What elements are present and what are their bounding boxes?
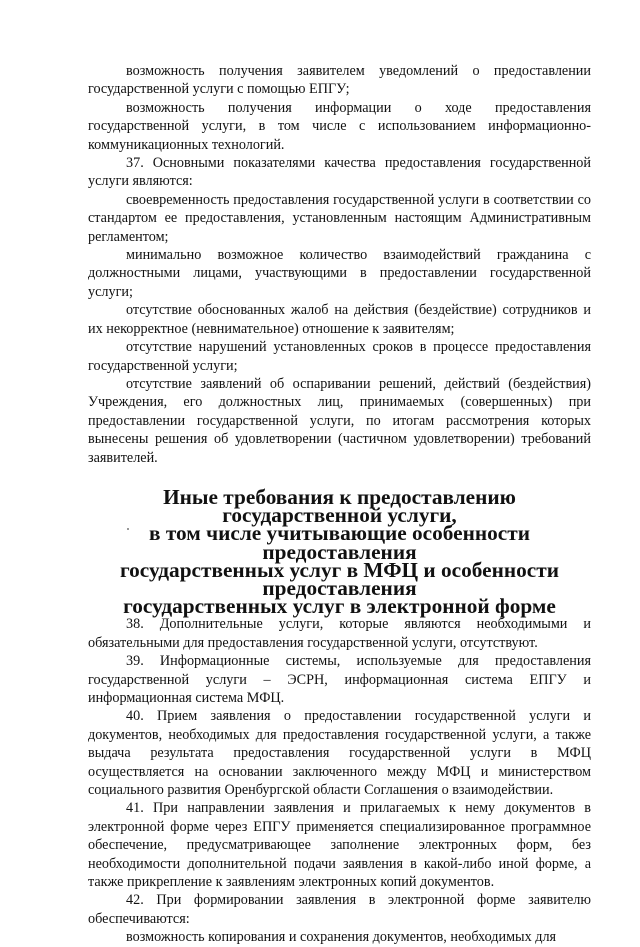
paragraph-no-complaints: отсутствие обоснованных жалоб на действия (бездействие) сотрудников и их некорректное (невнимательное) отношение к заявителям; — [88, 302, 591, 337]
section-top — [88, 62, 591, 467]
paragraph-38: 38. Дополнительные услуги, которые являются необходимыми и обязательными для предоставления государственной услуги, отсутствуют. — [88, 616, 591, 651]
scan-speck — [127, 528, 129, 530]
paragraph-no-appeals: отсутствие заявлений об оспаривании решений, действий (бездействия) Учреждения, его должностных лиц, принимаемых (совершенных) при предоставлении государственной услуги, по итогам рассмотрения которых вынесены решения об удовлетворении (частичном удовлетворении) требований заявителей. — [88, 375, 591, 466]
document-page — [88, 62, 591, 947]
heading-line: в том числе учитывающие особенности предоставления — [149, 521, 530, 564]
heading-line: Иные требования к предоставлению государственной услуги, — [163, 484, 516, 528]
heading-line: государственных услуг в электронной форме — [123, 594, 556, 619]
paragraph-39: 39. Информационные системы, используемые для предоставления государственной услуги – ЭСРН, информационная система ЕПГУ и информационная система МФЦ. — [88, 653, 591, 706]
paragraph-37: 37. Основными показателями качества предоставления государственной услуги являются: — [88, 155, 591, 190]
paragraph-timeliness: своевременность предоставления государственной услуги в соответствии со стандартом ее предоставления, установленным настоящим Административным регламентом; — [88, 191, 591, 245]
paragraph-progress-info: возможность получения информации о ходе предоставления государственной услуги, в том числе с использованием информационно-коммуникационных технологий. — [88, 99, 591, 153]
section-bottom — [88, 615, 591, 946]
heading-line: государственных услуг в МФЦ и особенности предоставления — [120, 557, 559, 600]
paragraph-min-interactions: минимально возможное количество взаимодействий гражданина с должностными лицами, участвующими в предоставлении государственной услуги; — [88, 247, 591, 300]
paragraph-41: 41. При направлении заявления и прилагаемых к нему документов в электронной форме через ЕПГУ применяется специализированное программное обеспечение, предусматривающее заполнение электронных форм, без необходимости дополнительной подачи заявления в какой-либо иной форме, а также прикрепление к заявлениям электронных копий документов. — [88, 800, 591, 891]
paragraph-no-deadline-violations: отсутствие нарушений установленных сроков в процессе предоставления государственной услуги; — [88, 339, 591, 374]
paragraph-copy-save: возможность копирования и сохранения документов, необходимых для — [126, 929, 557, 946]
paragraph-42: 42. При формировании заявления в электронной форме заявителю обеспечиваются: — [88, 892, 591, 927]
section-heading — [88, 484, 591, 619]
paragraph-40: 40. Прием заявления о предоставлении государственной услуги и документов, необходимых для предоставления государственной услуги, а также выдача результата предоставления государственной услуги в МФЦ осуществляется на основании заключенного между МФЦ и министерством социального развития Оренбургской области Соглашения о взаимодействии. — [88, 708, 591, 799]
paragraph-epgu-notifications: возможность получения заявителем уведомлений о предоставлении государственной услуги с помощью ЕПГУ; — [88, 63, 591, 98]
